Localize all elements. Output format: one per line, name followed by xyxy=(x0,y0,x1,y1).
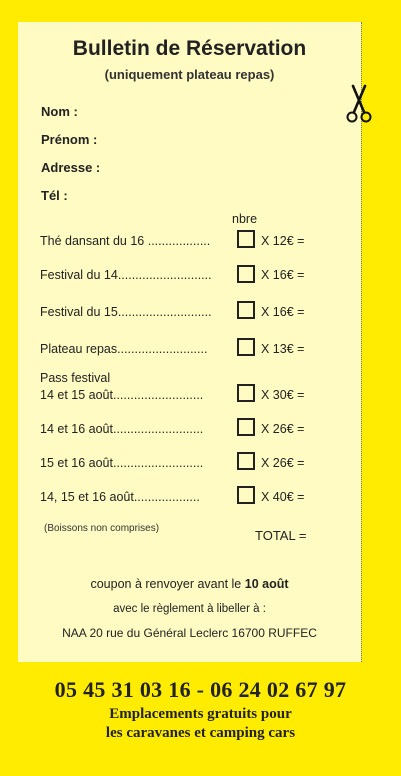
quantity-header: nbre xyxy=(232,212,258,226)
field-adresse-label: Adresse : xyxy=(41,160,101,175)
item-price: X 12€ = xyxy=(261,234,305,248)
quantity-box[interactable] xyxy=(237,338,255,356)
item-price: X 40€ = xyxy=(261,490,305,504)
quantity-box[interactable] xyxy=(237,230,255,248)
total-label: TOTAL = xyxy=(255,528,307,543)
item-label: Thé dansant du 16 .................. xyxy=(40,234,211,248)
scissors-icon xyxy=(344,84,374,124)
quantity-box[interactable] xyxy=(237,265,255,283)
item-label: 14, 15 et 16 août................... xyxy=(40,490,200,504)
payment-address: NAA 20 rue du Général Leclerc 16700 RUFFEC xyxy=(62,626,317,640)
field-prenom-label: Prénom : xyxy=(41,132,98,147)
coupon-deadline xyxy=(18,577,361,591)
field-tel-label: Tél : xyxy=(41,188,68,203)
promo-line-2: les caravanes et camping cars xyxy=(105,725,296,741)
quantity-box[interactable] xyxy=(237,384,255,402)
item-label: Festival du 15........................... xyxy=(40,305,212,319)
coupon-date: 10 août xyxy=(244,577,289,591)
quantity-box[interactable] xyxy=(237,486,255,504)
item-label: 14 et 16 août.......................... xyxy=(40,422,204,436)
item-price: X 16€ = xyxy=(261,268,305,282)
item-price: X 16€ = xyxy=(261,305,305,319)
form-subtitle: (uniquement plateau repas) xyxy=(104,67,275,82)
coupon-text: coupon à renvoyer avant le xyxy=(90,577,242,591)
field-nom-label: Nom : xyxy=(41,104,78,119)
item-price: X 26€ = xyxy=(261,456,305,470)
item-price: X 30€ = xyxy=(261,388,305,402)
form-title: Bulletin de Réservation xyxy=(72,37,307,60)
quantity-box[interactable] xyxy=(237,418,255,436)
quantity-box[interactable] xyxy=(237,452,255,470)
drinks-note: (Boissons non comprises) xyxy=(44,523,160,534)
phone-numbers: 05 45 31 03 16 - 06 24 02 67 97 xyxy=(54,677,347,702)
item-price: X 13€ = xyxy=(261,342,305,356)
quantity-box[interactable] xyxy=(237,301,255,319)
item-price: X 26€ = xyxy=(261,422,305,436)
item-label: Festival du 14........................... xyxy=(40,268,212,282)
item-label: 15 et 16 août.......................... xyxy=(40,456,204,470)
payment-instruction: avec le règlement à libeller à : xyxy=(113,603,266,615)
promo-line-1: Emplacements gratuits pour xyxy=(109,706,292,722)
item-label: Plateau repas.......................... xyxy=(40,342,208,356)
item-label: 14 et 15 août.......................... xyxy=(40,388,204,402)
item-label-heading: Pass festival xyxy=(40,371,111,385)
